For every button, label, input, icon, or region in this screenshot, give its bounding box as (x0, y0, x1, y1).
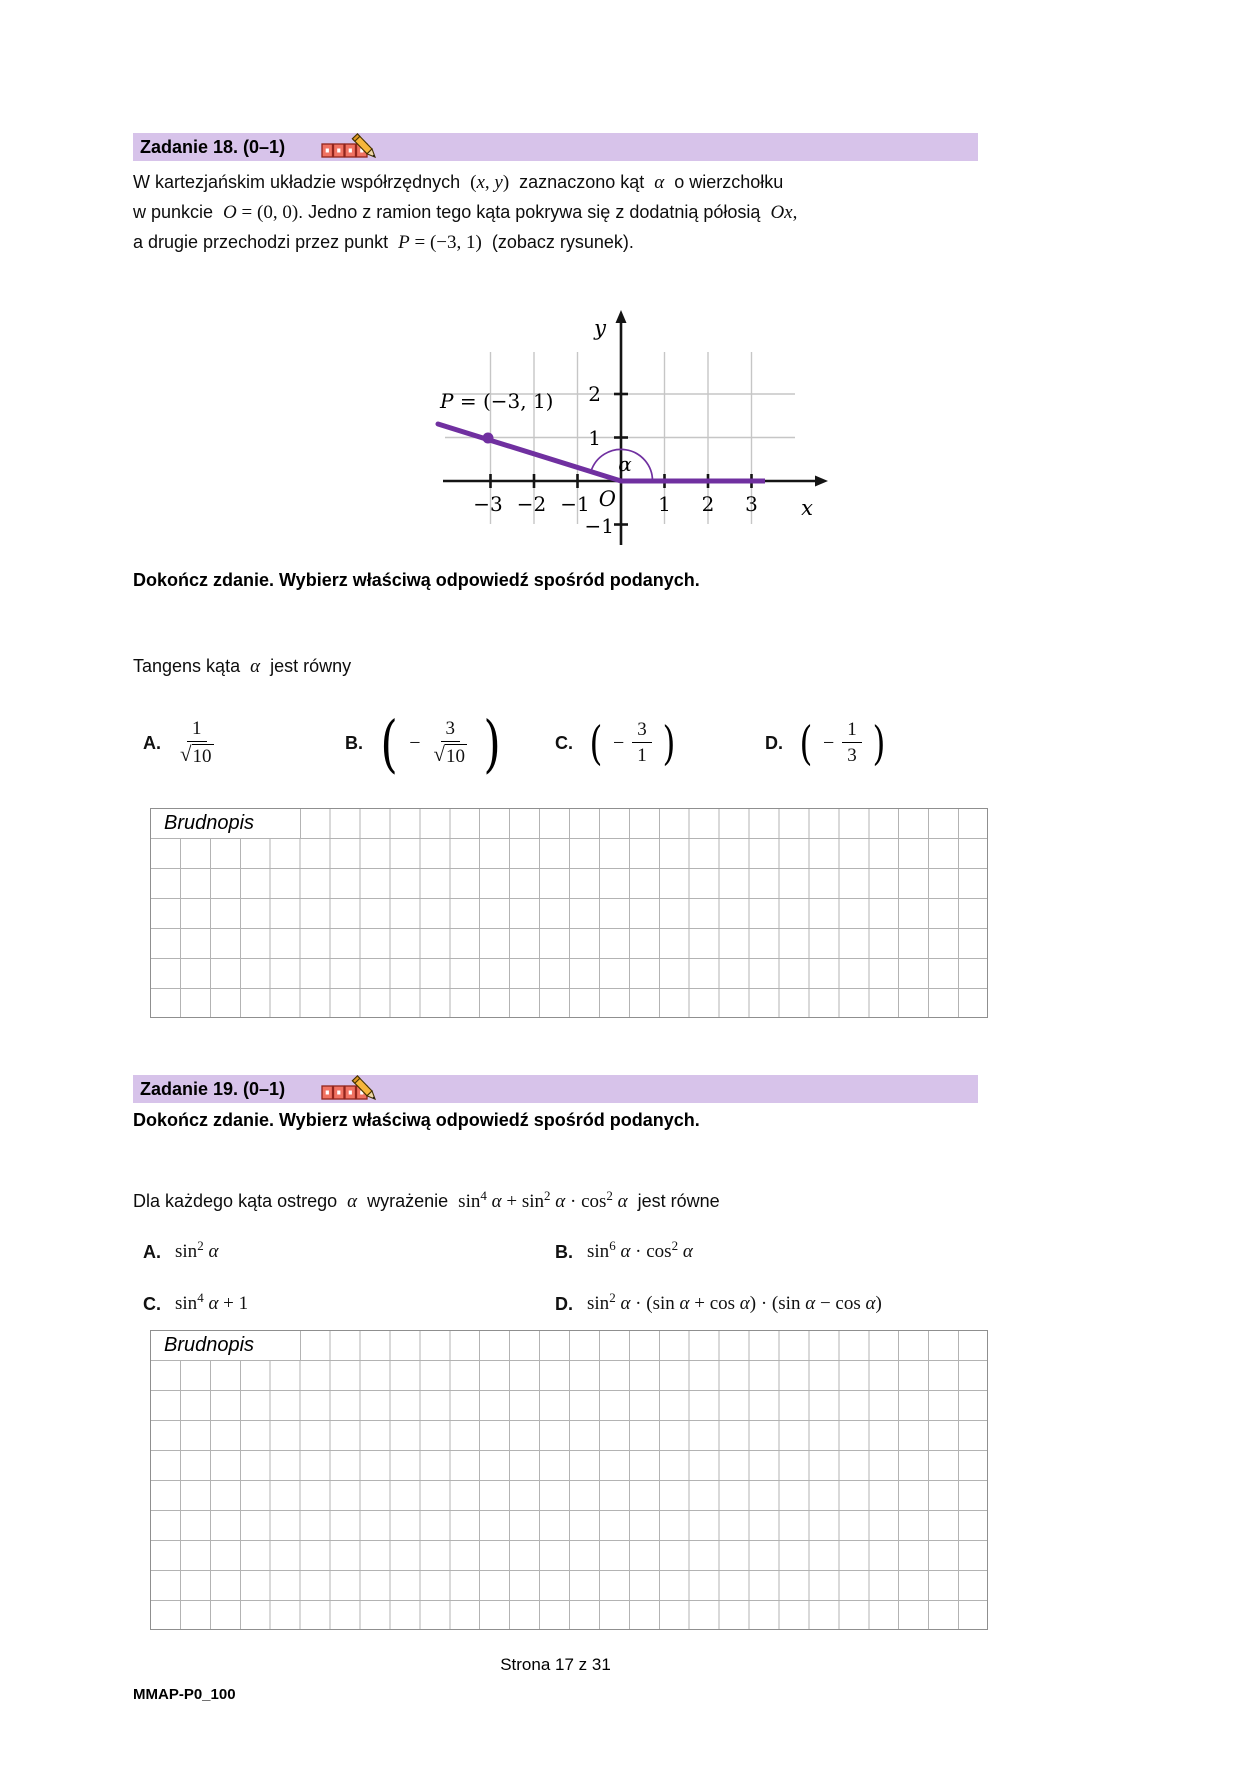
left-paren: ( (380, 706, 398, 780)
minus-sign: − (409, 731, 421, 754)
minus-sign: − (822, 731, 835, 754)
y-tick-labels (585, 382, 614, 538)
option-19D-label: D. (555, 1293, 573, 1314)
option-18C-fraction: $\frac{3}{1}$ (632, 719, 652, 767)
scratchpad-grid-task18 (150, 808, 988, 1018)
svg-text:−3: −3 (473, 492, 503, 516)
angle-label: α (618, 452, 632, 476)
scratchpad-label: Brudnopis (164, 1334, 255, 1356)
exam-sheet-code: MMAP-P0_100 (133, 1686, 236, 1703)
right-paren: ) (662, 716, 676, 770)
scratchpad-label-cell (151, 809, 301, 839)
task18-title: Zadanie 18. (0–1) (140, 137, 286, 157)
svg-text:−1: −1 (560, 492, 590, 516)
task18-intro-line2: w punkcie O = (0, 0). Jedno z ramion tego kąta pokrywa się z dodatnią półosią Ox, (133, 202, 798, 223)
option-18D-fraction: $\frac{1}{3}$ (842, 719, 862, 767)
option-18A-fraction: 1 √ 10 (180, 718, 212, 767)
option-19A-label: A. (143, 1241, 161, 1262)
task18-header-band (133, 133, 978, 161)
option-19B (555, 1237, 693, 1263)
svg-text:−1: −1 (584, 514, 614, 538)
scratchpad-label: Brudnopis (164, 812, 255, 834)
svg-text:2: 2 (588, 382, 601, 406)
y-axis-label: y (594, 316, 606, 340)
option-19C (143, 1289, 249, 1315)
left-paren: ( (799, 716, 813, 770)
option-18C-label: C. (555, 732, 573, 753)
point-P-dot (483, 433, 494, 444)
task19-instruction: Dokończ zdanie. Wybierz właściwą odpowiedź spośród podanych. (133, 1110, 700, 1130)
origin-label: O (598, 487, 616, 511)
task18-instruction: Dokończ zdanie. Wybierz właściwą odpowiedź spośród podanych. (133, 570, 700, 590)
right-paren: ) (872, 716, 886, 770)
x-axis-label: x (801, 496, 813, 520)
svg-text:1: 1 (588, 426, 601, 450)
svg-text:2: 2 (701, 492, 715, 516)
option-19A-expr: $\sin^2 \alpha$ (175, 1237, 219, 1262)
option-18B (345, 700, 504, 786)
point-P-label: P = (−3, 1) (440, 389, 554, 413)
option-18B-label: B. (345, 732, 363, 753)
option-19D-expr: $\sin^2 \alpha \cdot (\sin$ α + cos α) · (sin α − cos α) (587, 1289, 882, 1314)
scratchpad-grid-task19 (150, 1330, 988, 1630)
coordinate-figure (395, 268, 845, 548)
option-18C (555, 700, 678, 786)
task-marker-icon (321, 1066, 387, 1108)
option-18D-label: D. (765, 732, 783, 753)
scratchpad-label-cell (151, 1331, 301, 1361)
left-paren: ( (589, 716, 603, 770)
task18-intro-line3: a drugie przechodzi przez punkt P = (−3, 1) (zobacz rysunek). (133, 232, 634, 253)
option-19D (555, 1289, 882, 1315)
option-18A-label: A. (143, 732, 161, 753)
option-19B-label: B. (555, 1241, 573, 1262)
option-18D (765, 700, 888, 786)
x-axis-arrow (815, 476, 828, 487)
svg-text:1: 1 (658, 492, 671, 516)
minus-sign: − (612, 731, 625, 754)
task18-stem: Tangens kąta α jest równy (133, 656, 352, 677)
page-number: Strona 17 z 31 (500, 1655, 611, 1674)
svg-text:−2: −2 (516, 492, 547, 516)
task19-stem: Dla każdego kąta ostrego α wyrażenie $\sin^4 \alpha + \sin^2 \alpha \cdot \cos^2 \alpha$ jest równe (133, 1187, 720, 1212)
task18-intro-line1: W kartezjańskim układzie współrzędnych (x, y) zaznaczono kąt α o wierzchołku (133, 172, 784, 193)
option-19B-expr: $\sin^6 \alpha \cdot \cos^2 \alpha$ (587, 1237, 693, 1262)
task19-title: Zadanie 19. (0–1) (140, 1079, 286, 1099)
option-18B-fraction: 3 √ 10 (433, 718, 466, 767)
option-19A (143, 1237, 219, 1263)
sqrt-icon: √ (433, 742, 446, 766)
option-18A (143, 700, 219, 786)
y-axis-arrow (616, 310, 627, 323)
svg-text:3: 3 (745, 492, 758, 516)
task19-header-band (133, 1075, 978, 1103)
right-paren: ) (483, 706, 501, 780)
option-19C-label: C. (143, 1293, 161, 1314)
task-marker-icon (321, 124, 387, 166)
option-19C-expr: $\sin^4 \alpha + 1$ (175, 1289, 249, 1314)
sqrt-icon: √ (180, 742, 192, 766)
